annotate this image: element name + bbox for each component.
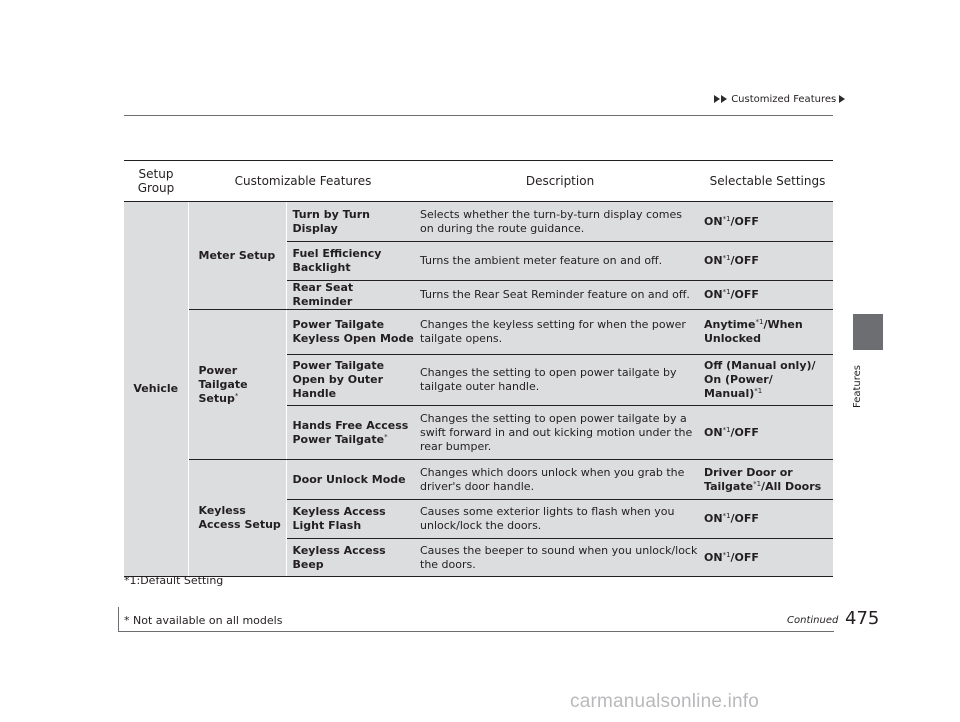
feature-label: Hands Free Access Power Tailgate*	[292, 418, 409, 446]
footnote-marker: *1	[722, 425, 731, 434]
description-cell	[418, 281, 702, 310]
triangle-right-icon	[839, 95, 845, 103]
column-header-description	[418, 161, 702, 202]
description-text: Selects whether the turn-by-turn display comes on during the route guidance.	[420, 207, 682, 235]
footnote-marker: *1	[722, 512, 731, 520]
feature-cell	[286, 539, 418, 577]
description-text: Changes which doors unlock when you grab the driver's door handle.	[420, 465, 685, 493]
feature-label: Turn by Turn Display	[292, 207, 370, 235]
triangle-right-icon	[721, 95, 727, 103]
column-header-label: Setup Group	[137, 167, 175, 195]
setup-group-label: Vehicle	[133, 382, 179, 395]
continued-label: Continued	[787, 615, 839, 626]
feature-cell	[286, 460, 418, 500]
section-tab-label: Features	[852, 365, 863, 408]
subgroup-cell	[188, 310, 286, 460]
feature-cell	[286, 500, 418, 539]
footer-rule	[118, 631, 834, 632]
header-rule	[124, 115, 833, 116]
triangle-right-icon	[714, 95, 720, 103]
description-cell	[418, 406, 702, 460]
description-cell	[418, 539, 702, 577]
footnote-marker: *1	[754, 387, 763, 395]
feature-cell	[286, 242, 418, 281]
subgroup-label: Keyless Access Setup	[198, 504, 281, 531]
section-tab-label-wrap	[852, 354, 866, 408]
feature-label: Door Unlock Mode	[292, 472, 406, 486]
description-text: Changes the setting to open power tailgate by tailgate outer handle.	[420, 366, 677, 393]
default-setting-footnote: *1:Default Setting	[124, 574, 224, 587]
description-text: Changes the keyless setting for when the power tailgate opens.	[420, 318, 686, 345]
setup-group-cell	[124, 202, 188, 577]
feature-cell	[286, 406, 418, 460]
footnote-marker: *1	[722, 550, 731, 559]
description-text: Turns the Rear Seat Reminder feature on and off.	[420, 288, 690, 301]
footnote-marker: *	[234, 391, 239, 400]
column-header-setup-group	[124, 161, 188, 202]
setting-cell	[702, 539, 833, 577]
column-header-label: Description	[525, 174, 595, 188]
description-text: Causes some exterior lights to flash when you unlock/lock the doors.	[420, 505, 675, 532]
description-text: Changes the setting to open power tailgate by a swift forward in and out kicking motion under the rear bumper.	[420, 411, 693, 453]
section-tab	[853, 314, 883, 350]
setting-cell	[702, 460, 833, 500]
setting-cell	[702, 242, 833, 281]
setting-text: ON$^{*1}$/OFF	[704, 288, 759, 301]
feature-cell	[286, 281, 418, 310]
table-row	[124, 310, 833, 355]
setting-text: ON$^{*1}$/OFF	[704, 214, 759, 228]
description-cell	[418, 500, 702, 539]
feature-label: Keyless Access Beep	[292, 543, 386, 571]
feature-label: Power Tailgate Open by Outer Handle	[292, 359, 385, 400]
not-available-note: * Not available on all models	[124, 614, 283, 627]
customizable-features-table	[124, 160, 833, 577]
breadcrumb-label: Customized Features	[731, 94, 837, 105]
feature-label: Fuel Efficiency Backlight	[292, 247, 382, 274]
footnote-marker: *1	[722, 288, 731, 296]
table-row	[124, 460, 833, 500]
footnote-marker: *	[384, 432, 388, 441]
feature-cell	[286, 355, 418, 406]
subgroup-cell	[188, 202, 286, 310]
footer-rule-vertical	[118, 607, 119, 632]
setting-text: ON$^{*1}$/OFF	[704, 512, 759, 525]
subgroup-cell	[188, 460, 286, 577]
description-cell	[418, 242, 702, 281]
watermark: carmanualsonline.info	[570, 691, 760, 712]
setting-text: ON$^{*1}$/OFF	[704, 425, 759, 439]
setting-cell	[702, 310, 833, 355]
footnote-marker: *1	[722, 214, 731, 223]
feature-label: Rear Seat Reminder	[292, 281, 354, 308]
setting-text: ON$^{*1}$/OFF	[704, 550, 759, 564]
footnote-marker: *1	[755, 318, 764, 326]
column-header-customizable-features	[188, 161, 418, 202]
setting-text: Driver Door or Tailgate$^{*1}$/All Doors	[704, 465, 822, 493]
column-header-label: Customizable Features	[234, 174, 372, 188]
feature-label: Keyless Access Light Flash	[292, 505, 386, 532]
description-cell	[418, 310, 702, 355]
description-cell	[418, 460, 702, 500]
subgroup-label: Meter Setup	[198, 248, 276, 262]
footnote-marker: *1	[722, 254, 731, 262]
footnote-marker: *1	[753, 479, 762, 488]
feature-cell	[286, 310, 418, 355]
description-cell	[418, 355, 702, 406]
table-header-row	[124, 161, 833, 202]
setting-text: ON$^{*1}$/OFF	[704, 254, 759, 267]
breadcrumb	[714, 94, 846, 105]
setting-cell	[702, 355, 833, 406]
description-text: Causes the beeper to sound when you unlock/lock the doors.	[420, 543, 698, 571]
page-number: 475	[845, 608, 880, 629]
column-header-label: Selectable Settings	[709, 174, 826, 188]
setting-cell	[702, 406, 833, 460]
feature-label: Power Tailgate Keyless Open Mode	[292, 318, 414, 345]
column-header-selectable-settings	[702, 161, 833, 202]
setting-text: Anytime$^{*1}$/When Unlocked	[704, 318, 803, 345]
description-cell	[418, 202, 702, 242]
table-row	[124, 202, 833, 242]
feature-cell	[286, 202, 418, 242]
description-text: Turns the ambient meter feature on and off.	[420, 254, 663, 267]
setting-cell	[702, 281, 833, 310]
setting-cell	[702, 202, 833, 242]
setting-text: Off (Manual only)/ On (Power/ Manual)$^{*1}$	[704, 359, 816, 400]
setting-cell	[702, 500, 833, 539]
subgroup-label: Power Tailgate Setup*	[198, 363, 248, 405]
